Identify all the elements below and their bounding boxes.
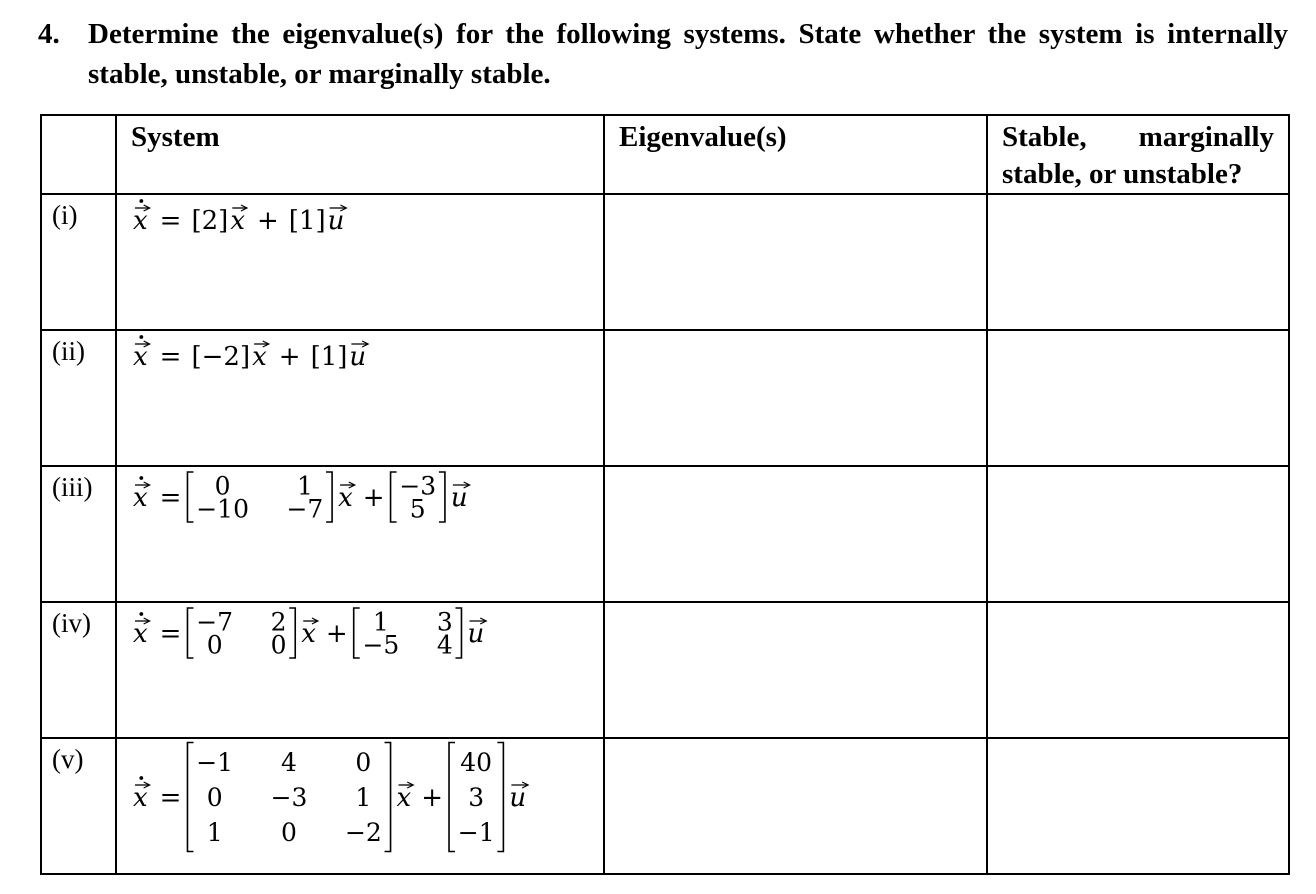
stability-answer-cell[interactable]	[987, 194, 1289, 330]
state-vector: x	[301, 619, 316, 649]
equals-sign: =	[159, 619, 182, 649]
row-label: (iv)	[41, 602, 116, 738]
time-derivative-dot	[139, 776, 143, 780]
equals-sign: =	[159, 342, 182, 372]
row-label: (i)	[41, 194, 116, 330]
plus-sign: +	[362, 483, 385, 513]
question-number: 4.	[38, 18, 60, 50]
row-label: (v)	[41, 738, 116, 874]
system-equation	[129, 195, 609, 329]
state-matrix-entry: 0	[355, 747, 372, 777]
eigenvalue-answer-cell[interactable]	[604, 330, 987, 466]
input-matrix-open-bracket	[449, 743, 455, 852]
state-matrix-entry: 0	[206, 630, 223, 660]
eigenvalue-table	[40, 114, 1290, 875]
input-matrix-open-bracket	[391, 472, 397, 522]
state-vector-derivative: x	[133, 483, 148, 513]
input-matrix-close-bracket	[455, 608, 461, 658]
equals-sign: =	[159, 206, 182, 236]
state-matrix-open-bracket	[187, 743, 193, 852]
state-matrix-entry: 0	[214, 471, 231, 501]
eigenvalue-answer-cell[interactable]	[604, 738, 987, 874]
state-matrix-entry: 4	[281, 747, 297, 777]
state-matrix-close-bracket	[326, 472, 332, 522]
input-matrix-entry: 40	[460, 747, 493, 777]
system-equation-cell	[116, 466, 604, 602]
state-matrix-entry: −10	[196, 494, 249, 524]
system-equation	[129, 603, 609, 737]
state-matrix-open-bracket	[187, 472, 193, 522]
input-vector: u	[467, 619, 485, 649]
time-derivative-dot	[139, 199, 143, 203]
table-row	[41, 466, 1289, 602]
plus-sign: +	[256, 206, 279, 236]
state-vector: x	[230, 206, 245, 236]
header-eigenvalues: Eigenvalue(s)	[604, 115, 987, 194]
system-equation	[129, 467, 609, 601]
state-matrix-entry: −1	[196, 747, 234, 777]
input-vector: u	[349, 342, 367, 372]
state-matrix-entry: 1	[296, 471, 313, 501]
stability-answer-cell[interactable]	[987, 602, 1289, 738]
header-label-cell	[41, 115, 116, 194]
eigenvalue-answer-cell[interactable]	[604, 194, 987, 330]
row-label: (ii)	[41, 330, 116, 466]
system-equation	[129, 331, 609, 465]
state-matrix-close-bracket	[385, 743, 391, 852]
input-matrix-entry: 3	[436, 607, 453, 637]
state-vector-derivative: x	[133, 342, 148, 372]
time-derivative-dot	[139, 335, 143, 339]
state-vector: x	[338, 483, 353, 513]
state-matrix: [2]	[191, 206, 229, 236]
header-stability: Stable, marginally stable, or unstable?	[987, 115, 1289, 194]
system-equation-cell	[116, 194, 604, 330]
input-matrix-entry: 1	[372, 607, 389, 637]
table-row	[41, 194, 1289, 330]
input-matrix-entry: −3	[399, 471, 437, 501]
row-label: (iii)	[41, 466, 116, 602]
system-equation	[129, 739, 609, 873]
table-header-row	[41, 115, 1289, 194]
state-matrix-entry: 0	[270, 630, 287, 660]
input-vector: u	[450, 483, 468, 513]
time-derivative-dot	[139, 612, 143, 616]
input-matrix-close-bracket	[439, 472, 445, 522]
state-matrix-entry: 0	[206, 782, 223, 812]
stability-answer-cell[interactable]	[987, 738, 1289, 874]
eigenvalue-answer-cell[interactable]	[604, 466, 987, 602]
plus-sign: +	[421, 783, 444, 813]
state-matrix-close-bracket	[289, 608, 295, 658]
stability-answer-cell[interactable]	[987, 466, 1289, 602]
header-system: System	[116, 115, 604, 194]
state-matrix-entry: 0	[281, 817, 297, 847]
input-matrix-open-bracket	[354, 608, 360, 658]
state-matrix-entry: −7	[196, 607, 234, 637]
input-matrix: [1]	[288, 206, 326, 236]
input-matrix-entry: 5	[409, 494, 426, 524]
state-matrix-entry: −2	[344, 817, 382, 847]
system-equation-cell	[116, 602, 604, 738]
input-matrix-entry: −5	[362, 630, 400, 660]
plus-sign: +	[278, 342, 301, 372]
table-row	[41, 738, 1289, 874]
input-matrix-entry: −1	[457, 817, 495, 847]
input-matrix-entry: 3	[468, 782, 485, 812]
equals-sign: =	[159, 483, 182, 513]
time-derivative-dot	[139, 476, 143, 480]
state-matrix-entry: 2	[270, 607, 287, 637]
state-matrix-entry: −3	[270, 782, 308, 812]
state-matrix-entry: 1	[206, 817, 223, 847]
input-vector: u	[509, 783, 527, 813]
system-equation-cell	[116, 738, 604, 874]
input-matrix-entry: 4	[436, 630, 453, 660]
input-matrix-close-bracket	[497, 743, 503, 852]
state-vector: x	[396, 783, 412, 813]
state-matrix: [−2]	[191, 342, 251, 372]
question-text: Determine the eigenvalue(s) for the following systems. State whether the system is internally stable, unstable, or marginally stable.	[88, 18, 1288, 90]
state-vector-derivative: x	[133, 619, 148, 649]
question-prompt	[38, 14, 1288, 94]
state-matrix-entry: 1	[355, 782, 372, 812]
state-vector-derivative: x	[133, 783, 148, 813]
stability-answer-cell[interactable]	[987, 330, 1289, 466]
equals-sign: =	[159, 783, 182, 813]
table-row	[41, 602, 1289, 738]
state-vector: x	[252, 342, 267, 372]
table-row	[41, 330, 1289, 466]
state-matrix-open-bracket	[187, 608, 193, 658]
system-equation-cell	[116, 330, 604, 466]
eigenvalue-answer-cell[interactable]	[604, 602, 987, 738]
input-vector: u	[327, 206, 345, 236]
plus-sign: +	[325, 619, 348, 649]
state-matrix-entry: −7	[286, 494, 324, 524]
state-vector-derivative: x	[133, 206, 148, 236]
input-matrix: [1]	[310, 342, 348, 372]
